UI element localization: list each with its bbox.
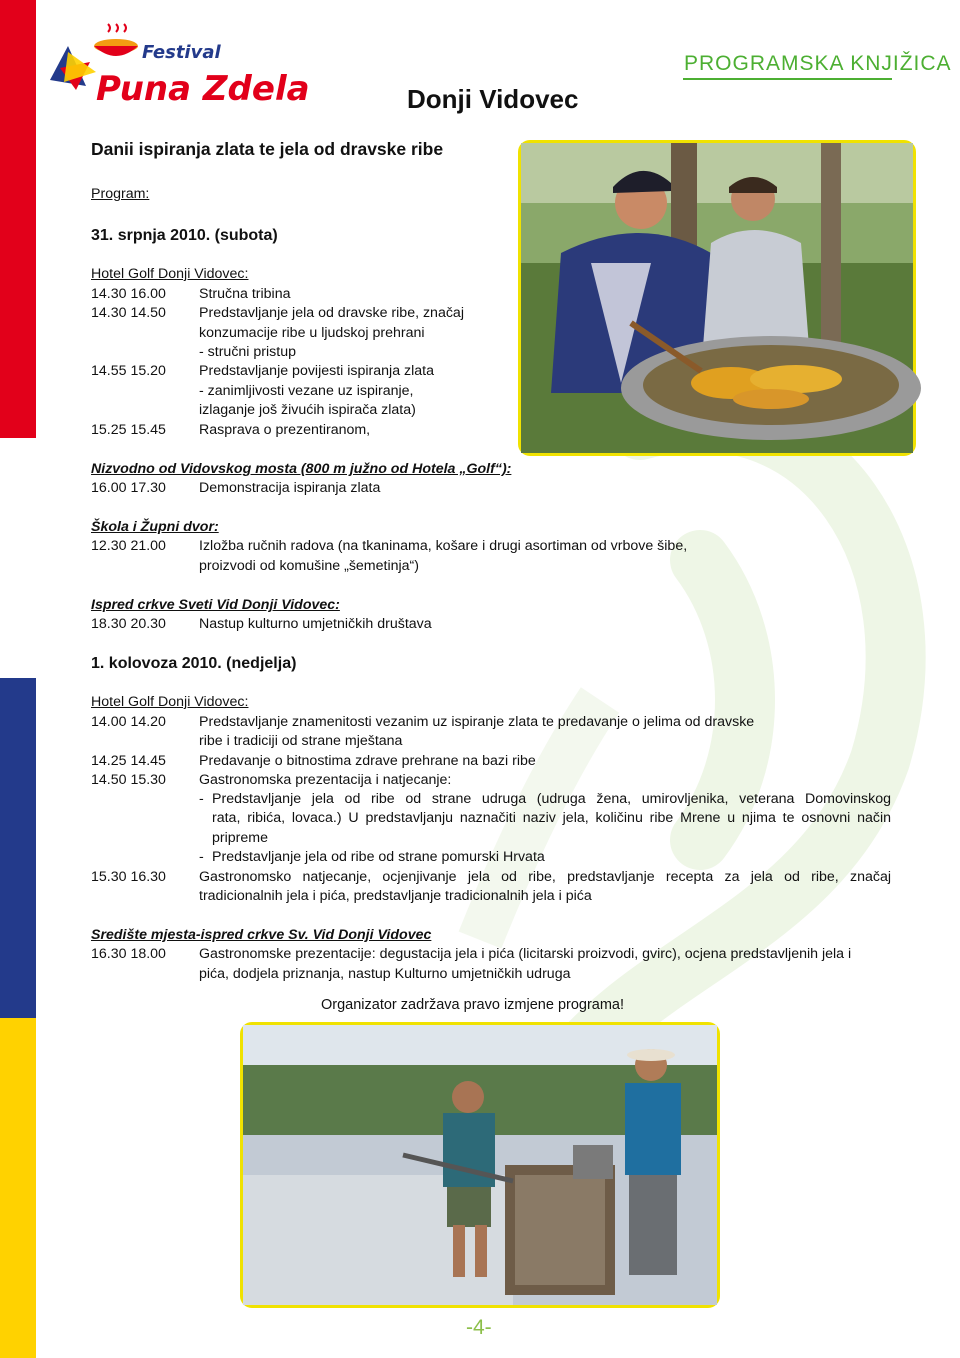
day2-venue1: Hotel Golf Donji Vidovec: [91,694,249,710]
day1-date: 31. srpnja 2010. (subota) [91,227,278,244]
schedule-desc: Izložba ručnih radova (na tkaninama, košare i drugi asortiman od vrbove šibe, [199,538,688,554]
schedule-time: 18.30 20.30 [91,616,166,632]
schedule-time: 16.30 18.00 [91,946,166,962]
schedule-time: 14.50 15.30 [91,772,166,788]
schedule-time: 14.55 15.20 [91,363,166,379]
schedule-desc: tradicionalnih jela i pića, predstavljanje tradicionalnih jela i pića [199,888,592,904]
color-band-red [0,0,36,438]
bullet-line: Predstavljanje jela od ribe od strane pomurski Hrvata [212,849,545,865]
logo-big-text: Puna Zdela [96,69,310,109]
day2-venue2: Središte mjesta-ispred crkve Sv. Vid Donji Vidovec [91,927,432,943]
schedule-time: 14.30 14.50 [91,305,166,321]
schedule-time: 14.25 14.45 [91,753,166,769]
photo-gold-panning [240,1022,720,1308]
schedule-desc: Predstavljanje povijesti ispiranja zlata [199,363,435,379]
bullet-line: Predstavljanje jela od ribe od strane udruga (udruga žena, umirovljenika, veterana Domovinskog [212,791,891,807]
schedule-desc: Rasprava o prezentiranom, [199,422,371,438]
program-label: Program: [91,186,150,202]
schedule-desc: Stručna tribina [199,286,291,302]
day1-venue2: Nizvodno od Vidovskog mosta (800 m južno od Hotela „Golf“): [91,461,512,477]
schedule-desc: Predstavljanje jela od dravske ribe, značaj [199,305,464,321]
schedule-desc: Demonstracija ispiranja zlata [199,480,381,496]
schedule-desc: proizvodi od komušine „šemetinja“) [199,558,419,574]
logo-small-text: Festival [142,42,221,63]
color-band-white [0,438,36,678]
photo-fish-cooking [518,140,916,456]
schedule-desc: ribe i tradiciji od strane mještana [199,733,403,749]
schedule-desc: Gastronomske prezentacije: degustacija jela i pića (licitarski proizvodi, gvirc), ocjena predstavljenih jela i [199,946,852,962]
day1-venue4: Ispred crkve Sveti Vid Donji Vidovec: [91,597,340,613]
schedule-desc: - zanimljivosti vezane uz ispiranje, [199,383,414,399]
schedule-time: 12.30 21.00 [91,538,166,554]
bullet-line: pripreme [212,830,268,846]
day1-venue3: Škola i Župni dvor: [91,519,219,535]
bullet-line: rata, ribića, lovaca.) U predstavljanju naznačiti naziv jela, količinu ribe Mrene u njima te osnovni način [212,810,891,826]
bullet-dash: - [199,791,204,807]
schedule-desc: - stručni pristup [199,344,296,360]
schedule-time: 15.30 16.30 [91,869,166,885]
main-heading: Danii ispiranja zlata te jela od dravske ribe [91,139,444,159]
schedule-time: 15.25 15.45 [91,422,166,438]
color-band-yellow [0,1018,36,1358]
day1-venue1: Hotel Golf Donji Vidovec: [91,266,249,282]
schedule-desc: Nastup kulturno umjetničkih društava [199,616,432,632]
schedule-desc: Gastronomsko natjecanje, ocjenjivanje jela od ribe, predstavljanje recepta za jela od ribe, značaj [199,869,891,885]
header-rule [683,78,892,80]
day2-date: 1. kolovoza 2010. (nedjelja) [91,655,297,672]
schedule-desc: konzumacije ribe u ljudskoj prehrani [199,325,425,341]
booklet-label: PROGRAMSKA KNJIŽICA [684,52,952,75]
schedule-desc: pića, dodjela priznanja, nastup Kulturno umjetničkih udruga [199,966,571,982]
color-band-blue [0,678,36,1018]
schedule-desc: Predstavljanje znamenitosti vezanim uz ispiranje zlata te predavanje o jelima od dravske [199,714,755,730]
schedule-time: 16.00 17.30 [91,480,166,496]
schedule-desc: Gastronomska prezentacija i natjecanje: [199,772,452,788]
organizer-note: Organizator zadržava pravo izmjene programa! [321,997,625,1013]
schedule-time: 14.00 14.20 [91,714,166,730]
schedule-time: 14.30 16.00 [91,286,166,302]
page-number: -4- [466,1316,492,1339]
page-title: Donji Vidovec [407,84,579,114]
festival-logo [46,28,310,109]
bullet-dash: - [199,849,204,865]
schedule-desc: izlaganje još živućih ispirača zlata) [199,402,416,418]
schedule-desc: Predavanje o bitnostima zdrave prehrane na bazi ribe [199,753,536,769]
